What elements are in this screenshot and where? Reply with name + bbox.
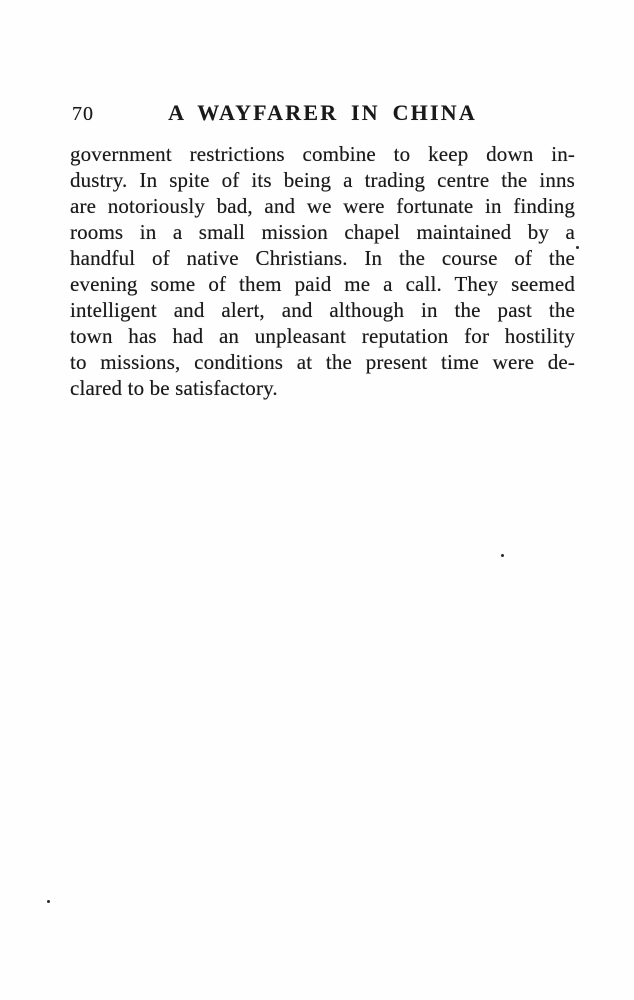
text-line: dustry. In spite of its being a trading centre the inns xyxy=(70,168,575,192)
page-header xyxy=(70,100,575,126)
text-line: clared to be satisfactory. xyxy=(70,376,278,400)
page-number: 70 xyxy=(72,103,94,125)
text-line: town has had an unpleasant reputation for hostility xyxy=(70,324,575,348)
text-line: government restrictions combine to keep down in- xyxy=(70,142,575,166)
text-line: are notoriously bad, and we were fortunate in finding xyxy=(70,194,575,218)
text-line: to missions, conditions at the present time were de- xyxy=(70,350,575,374)
text-line: handful of native Christians. In the course of the xyxy=(70,246,575,270)
text-line: rooms in a small mission chapel maintained by a xyxy=(70,220,575,244)
body-text xyxy=(70,141,575,401)
text-line: evening some of them paid me a call. They seemed xyxy=(70,272,575,296)
running-title: A WAYFARER IN CHINA xyxy=(168,100,477,125)
ink-speck xyxy=(576,246,579,249)
text-line: intelligent and alert, and although in the past the xyxy=(70,298,575,322)
ink-speck xyxy=(501,554,504,557)
ink-speck xyxy=(47,900,50,903)
